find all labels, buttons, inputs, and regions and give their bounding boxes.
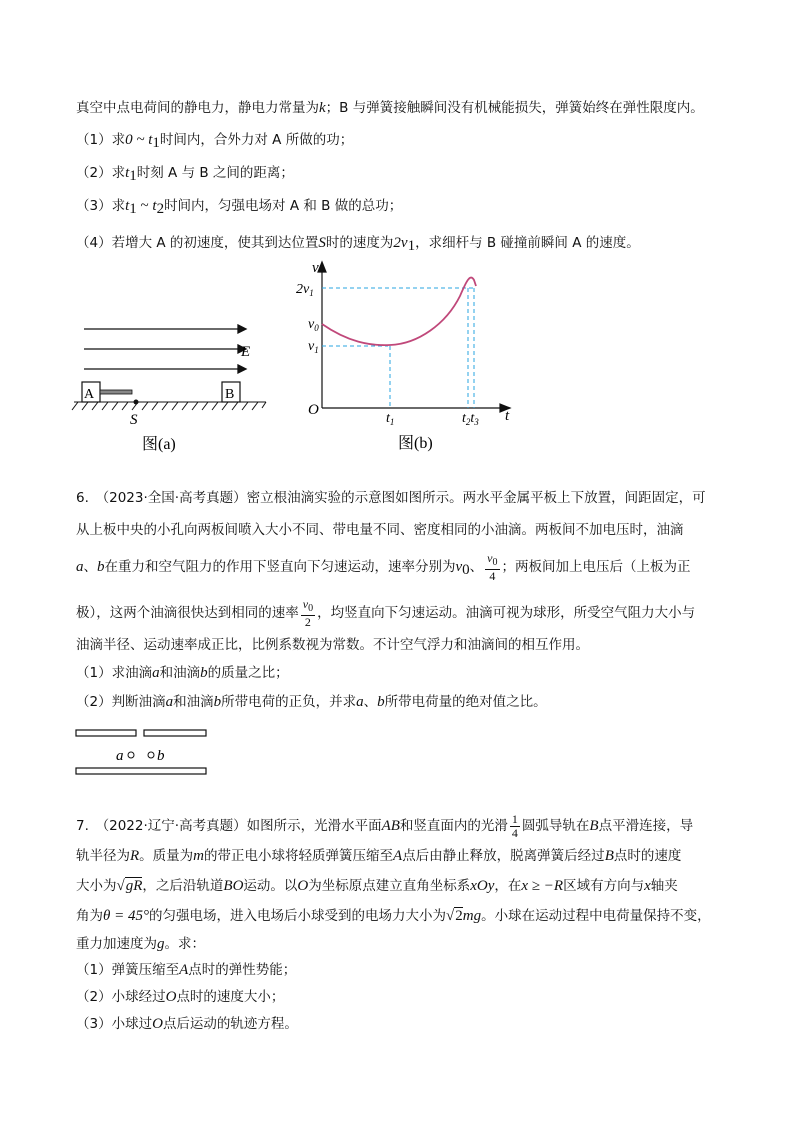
fraction-quarter: $\frac{1}{4}$ (511, 811, 518, 840)
q5-part-4: （4）若增大 A 的初速度，使其到达位置S时的速度为$2v_1$，求细杆与 B 碰撞前瞬间 A 的速度。 (76, 235, 640, 254)
sqrt-2: √2 (446, 908, 463, 924)
tick-v1: $v_1$ (308, 339, 319, 355)
q6-part-1: （1）求油滴a和油滴b的质量之比； (76, 665, 289, 681)
q7-line-4: 角为θ = 45°的匀强电场，进入电场后小球受到的电场力大小为√2mg。小球在运动过程中电荷量保持不变， (76, 908, 711, 924)
q6-line-3: a、b在重力和空气阻力的作用下竖直向下匀速运动，速率分别为$v_0$、 $\frac{v_0}{4}$ ；两板间加上电压后（上板为正 (76, 550, 691, 583)
q7-part-2: （2）小球经过O点时的速度大小； (76, 989, 285, 1005)
droplet-b (148, 752, 154, 758)
caption-b: 图(b) (398, 435, 433, 452)
field-label-E: E (241, 344, 251, 360)
q6-line-4: 极），这两个油滴很快达到相同的速率 $\frac{v_0}{2}$ ，均竖直向下匀速运动。油滴可视为球形，所受空气阻力大小与 (76, 596, 696, 629)
caption-a: 图(a) (142, 436, 176, 453)
upper-plate-left (76, 730, 136, 736)
q5-part-3: （3）求$t_1$ ~ $t_2$时间内，匀强电场对 A 和 B 做的总功； (76, 198, 403, 217)
axis-t-label: t (505, 408, 510, 424)
position-S-label: S (130, 412, 138, 428)
upper-plate-right (144, 730, 206, 736)
block-B-label: B (225, 387, 235, 402)
axis-v-label: v (312, 260, 319, 276)
fraction-v0-over-2: $\frac{v_0}{2}$ (302, 596, 314, 629)
q7-line-2: 轨半径为R。质量为m的带正电小球将轻质弹簧压缩至A点后由静止释放，脱离弹簧后经过B点时的速度 (76, 848, 682, 864)
lower-plate (76, 768, 206, 774)
tick-t1: $t_1$ (386, 411, 395, 427)
tick-t2t3: $t_2t_3$ (462, 411, 479, 427)
origin-label: O (308, 402, 319, 418)
tick-v0: $v_0$ (308, 317, 319, 333)
q6-line-2: 从上板中央的小孔向两板间喷入大小不同、带电量不同、密度相同的小油滴。两板间不加电压时，油滴 (76, 522, 684, 538)
q7-line-3: 大小为√gR，之后沿轨道BO运动。以O为坐标原点建立直角坐标系xOy，在x ≥ −R区域有方向与x轴夹 (76, 878, 678, 894)
q5-part-1: （1）求0 ~ $t_1$时间内，合外力对 A 所做的功； (76, 132, 354, 151)
q7-part-3: （3）小球过O点后运动的轨迹方程。 (76, 1016, 298, 1032)
sqrt-gR: √gR (116, 878, 143, 894)
q6-line-5: 油滴半径、运动速率成正比，比例系数视为常数。不计空气浮力和油滴间的相互作用。 (76, 637, 589, 653)
fraction-v0-over-4: $\frac{v_0}{4}$ (487, 550, 498, 583)
droplet-a (128, 752, 134, 758)
block-A-label: A (84, 387, 95, 402)
q5-intro: 真空中点电荷间的静电力，静电力常量为k；B 与弹簧接触瞬间没有机械能损失，弹簧始终在弹性限度内。 (76, 100, 704, 116)
guide-lines (322, 288, 474, 408)
q7-line-5: 重力加速度为g。求： (76, 936, 205, 952)
figure-a (70, 312, 270, 462)
position-S-dot (134, 400, 139, 405)
ground-surface (72, 402, 266, 410)
droplet-b-label: b (157, 748, 165, 764)
q7-part-1: （1）弹簧压缩至A点时的弹性势能； (76, 962, 297, 978)
q6-line-1: 6. （2023·全国·高考真题）密立根油滴实验的示意图如图所示。两水平金属平板上下放置，间距固定，可 (76, 490, 706, 506)
q7-line-1: 7. （2022·辽宁·高考真题）如图所示，光滑水平面AB和竖直面内的光滑 $\frac{1}{4}$ 圆弧导轨在B点平滑连接，导 (76, 811, 694, 840)
droplet-a-label: a (116, 748, 124, 764)
tick-2v1: $2v_1$ (296, 282, 314, 298)
figure-b (298, 258, 528, 458)
spring-rod (100, 390, 132, 394)
q5-part-2: （2）求$t_1$时刻 A 与 B 之间的距离； (76, 165, 294, 184)
millikan-figure (72, 728, 212, 778)
field-lines (84, 325, 246, 373)
q6-part-2: （2）判断油滴a和油滴b所带电荷的正负，并求a、b所带电荷量的绝对值之比。 (76, 694, 547, 710)
